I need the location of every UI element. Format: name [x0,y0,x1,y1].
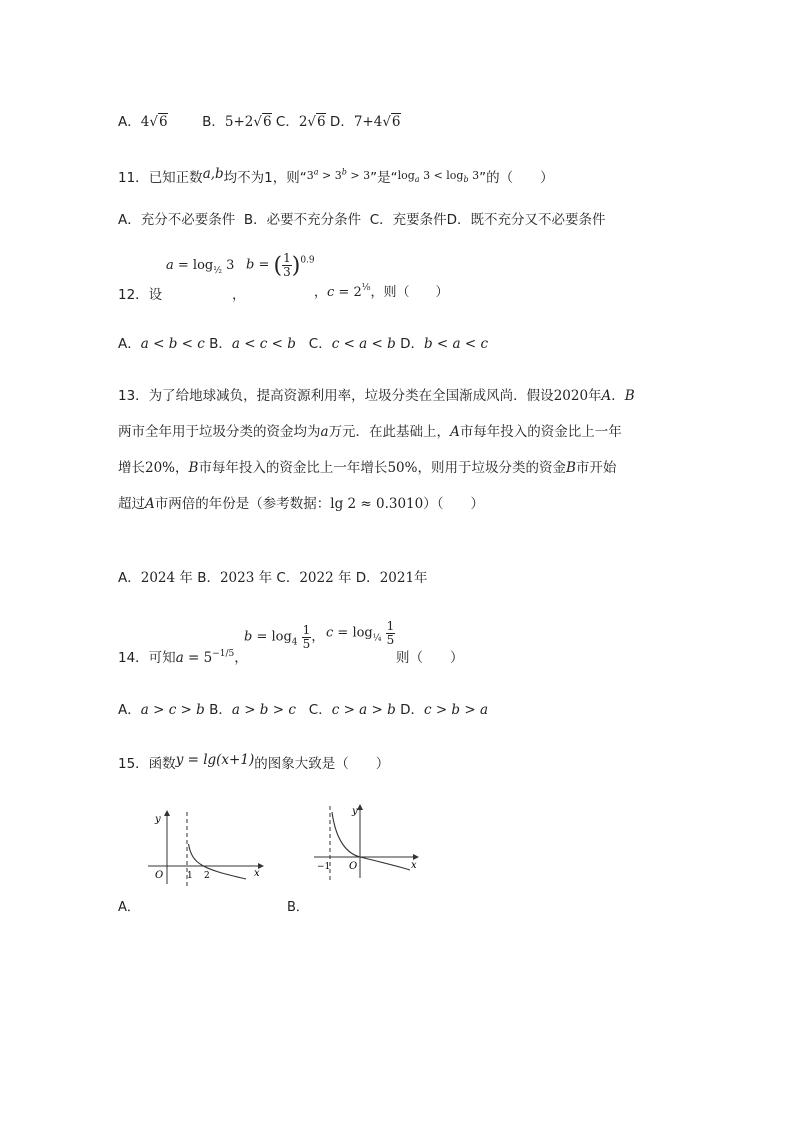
q10-option-b: B． [202,114,225,130]
q14-c-def: $c = \log_{\frac{1}{4}}$ $\frac{1}{5}$ [326,619,395,647]
graph-b-x-label: x [411,860,417,871]
q14-options: A．a > c > b B．a > b > c C．c > a > b D．c > b > a [118,702,489,718]
q13-stem: 13．为了给地球减负，提高资源利用率，垃圾分类在全国渐成风尚．假设2020年A．B 两市全年用于垃圾分类的资金均为a万元．在此基础上，A市每年投入的资金比上一年 增长20%，B市每年投入的资金比上一年增长50%，则用于垃圾分类的资金B市开始 超过A市两倍的年份是（参考数据：lg 2 ≈ 0.3010）（ ） [118,388,635,512]
q13-option-b: 年 B． [179,570,220,586]
graph-a-tick-1: 1 [187,871,193,881]
q13-options: A．2024 年 B．2023 年 C．2022 年 D．2021年 [118,570,428,586]
q14-option-c: C． [308,702,332,718]
graph-b [308,802,423,882]
q14-stem: 14．可知$a = 5^{-1/5}$， [118,649,248,666]
q12-options: A．a < b < c B．a < c < b C．c < a < b D．b < a < c [118,336,489,352]
q12-b-def: b = ( $\frac{1}{3}$ )$^{0.9}$ [246,251,315,279]
q11-stem: 11．已知正数a,b均不为1，则“$^{3^a > 3^b > 3}$”是“$^{log_a 3 < log_b 3}$”的（ ） [118,166,554,186]
q10-option-c: C． [275,114,299,130]
q14-then: 则（ ） [396,650,464,666]
q12-a-def: $a = \log_{\frac{1}{2}} 3$ [166,258,235,276]
q10-options: A．4√6 B．5+2√6 C．2√6 D．7+4√6 [118,114,401,130]
q13-option-c: 年 C． [258,570,300,586]
graph-a-x-label: x [254,868,260,879]
q12-option-b: B． [209,336,232,352]
q11-option-d: D．既不充分又不必要条件 [446,212,606,228]
q14-option-a: A． [118,702,141,718]
q10-option-d: D． [329,114,354,130]
q12-option-a: A． [118,336,141,352]
q11-option-c: C．充要条件 [369,212,447,228]
q14-option-d: D． [400,702,424,718]
q14-option-b: B． [209,702,232,718]
q11-option-a: A．充分不必要条件 [118,212,236,228]
q12-c-def: ，$c = 2^{\frac{1}{8}}$，则（ ） [314,283,449,300]
q11-option-b: B．必要不充分条件 [243,212,362,228]
graph-b-y-label: y [352,806,358,817]
graph-a-y-label: y [155,814,161,825]
graph-a [140,808,265,888]
q12-option-c: C． [308,336,332,352]
q13-option-d: 年 D． [338,570,380,586]
q11-options [118,208,606,228]
q14-b-def: $b = \log_4$ $\frac{1}{5}$ ， [244,623,325,651]
graph-b-origin: O [349,861,358,872]
q15-stem: 15．函数y = lg(x+1)的图象大致是（ ） [118,752,390,772]
q15-option-a: A． [118,900,140,915]
graph-b-tick-minus1: −1 [317,862,331,872]
q10-option-a: A． [118,114,141,130]
q13-option-a: A． [118,570,141,586]
graph-a-tick-2: 2 [204,871,210,881]
q12-stem: 12．设 [118,287,163,303]
q12-option-d: D． [400,336,424,352]
q15-option-b: B． [287,900,309,915]
graph-a-origin: O [155,870,164,881]
